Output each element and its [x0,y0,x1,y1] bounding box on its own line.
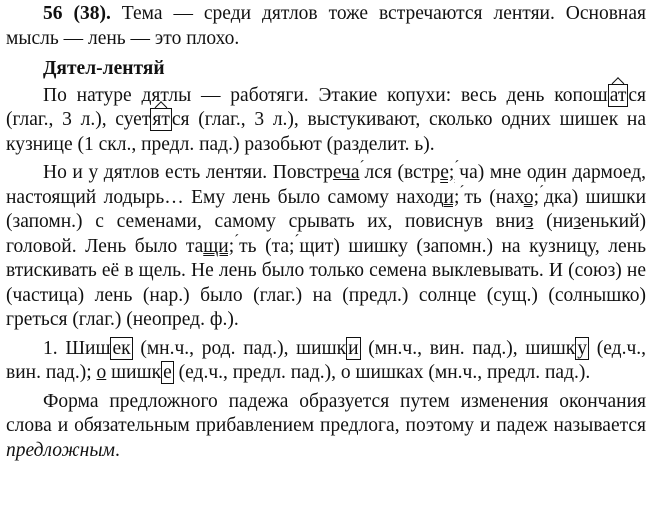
stress-mark: ´ [294,232,300,248]
paragraph-2: Но и у дятлов есть лентяи. Повстреча´лся (встре;´ча) мне один дармоед, настоящий лодырь… Ему лень было самому находи;´ть (нахо;´дка) шишки (запомн.) с семенами, самому срывать их, повиснув вниз (низенький) головой. Лень было тащи;´ть (та;´щит) шишку (запомн.) на кузницу, лень втискивать её в щель. Не лень было только семена выклевывать. И (союз) не (частица) лень (нар.) было (глаг.) на (предл.) солнце (сущ.) (солнышко) греться (глаг.) (неопред. ф.). [6,158,647,330]
exercise-page [6,2,646,463]
ending-box: ят [152,109,170,130]
paragraph-3: 1. Шиш ек (мн.ч., род. пад.), шишк и (мн.ч., вин. пад.), шишк у (ед.ч., вин. пад.); о шишк е (ед.ч., предл. пад.), о шишках (мн.ч., предл. пад.). [6,337,647,383]
underlined-letters: е; [440,162,455,183]
task-number: 56 (38). [43,3,111,24]
ending-box: ат [609,84,627,106]
ending-box: ек [112,337,131,359]
underlined-letters: з [525,211,534,232]
task-theme-text: Тема — среди дятлов тоже встречаются лентяи. Основная мысль — лень — это плохо. [6,3,646,49]
ending-box: и [348,337,359,359]
stress-mark: ´ [359,158,365,175]
stress-mark: ´ [454,158,460,175]
ending-box: у [577,337,588,359]
underlined-letters: о; [523,186,539,208]
underlined-letters: з [573,211,582,232]
underlined-letters: и; [443,186,460,208]
stress-mark: ´ [234,232,240,248]
underlined-preposition: о [96,362,107,383]
italic-term: предложным [6,439,116,461]
task-theme [6,2,646,51]
text-title: Дятел-лентяй [43,58,165,79]
underlined-letters: щи; [203,235,235,257]
ending-box: е [163,362,172,383]
stress-mark: ´ [459,183,465,199]
paragraph-4: Форма предложного падежа образуется путем изменения окончания слова и обязательным прибавлением предлога, поэтому и падеж называется предложным. [6,390,646,461]
underlined-letters: ; [289,235,295,257]
stress-mark: ´ [538,183,544,199]
underlined-letters: еча [332,162,360,183]
paragraph-1: По натуре дятлы — работяги. Этакие копухи: весь день копош ат ся (глаг., 3 л.), сует ят ся (глаг., 3 л.), выстукивают, сколько одних шишек на кузнице (1 скл., предл. пад.) разобьют (разделит. ь). [6,84,646,155]
